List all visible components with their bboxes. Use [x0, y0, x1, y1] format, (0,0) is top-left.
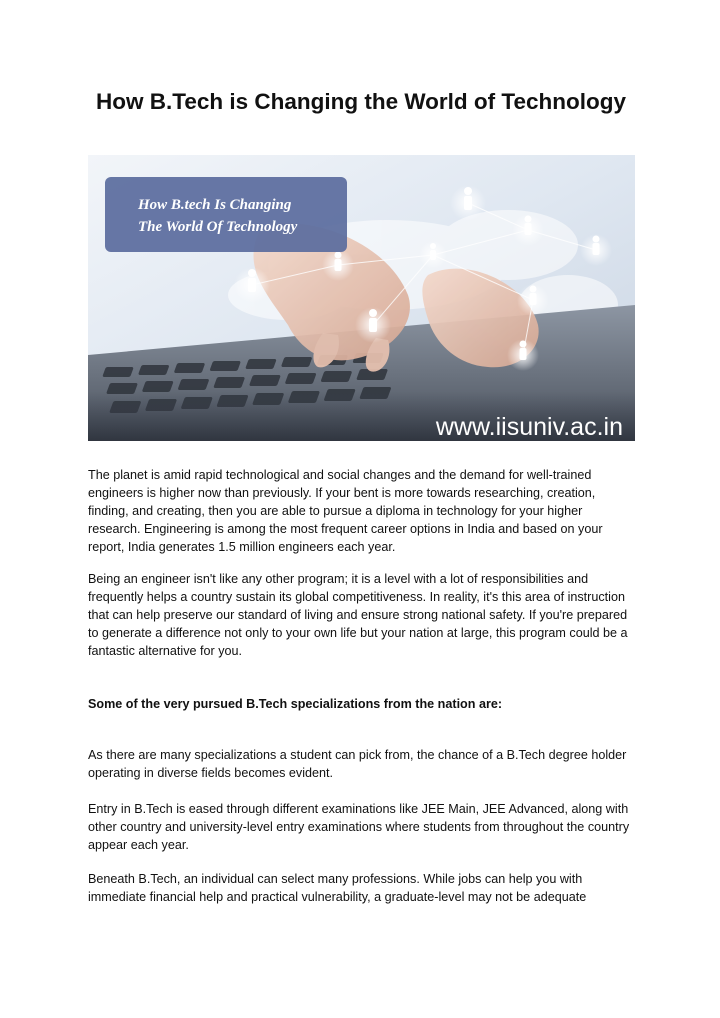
- paragraph-1: The planet is amid rapid technological and social changes and the demand for well-trained engineers is higher now than previously. If your bent is more towards researching, creation, finding, and creating, then you are able to pursue a diploma in technology for your higher research. Engineering is among the most frequent career options in India and based on your report, India generates 1.5 million engineers each year.: [88, 468, 603, 554]
- banner-line-1: How B.tech Is Changing: [138, 197, 292, 213]
- hero-image: [88, 155, 635, 441]
- site-url: www.iisuniv.ac.in: [435, 413, 623, 441]
- section-heading: Some of the very pursued B.Tech specializations from the nation are:: [88, 697, 503, 711]
- banner-line-2: The World Of Technology: [138, 219, 298, 235]
- page-title: How B.Tech is Changing the World of Technology: [96, 89, 626, 114]
- paragraph-5: Beneath B.Tech, an individual can select many professions. While jobs can help you with immediate financial help and practical vulnerability, a graduate-level may not be adequate: [88, 872, 587, 904]
- hero-banner: [105, 177, 347, 252]
- paragraph-2: Being an engineer isn't like any other program; it is a level with a lot of responsibilities and frequently helps a country sustain its global competitiveness. In reality, it's this area of instruction that can help preserve our standard of living and ensure strong national safety. If you're prepared to generate a difference not only to your own life but your nation at large, this program could be a fantastic alternative for you.: [88, 572, 628, 658]
- paragraph-3: As there are many specializations a student can pick from, the chance of a B.Tech degree holder operating in diverse fields becomes evident.: [88, 748, 627, 780]
- paragraph-4: Entry in B.Tech is eased through different examinations like JEE Main, JEE Advanced, along with other country and university-level entry examinations where students from throughout the country appear each year.: [88, 802, 630, 852]
